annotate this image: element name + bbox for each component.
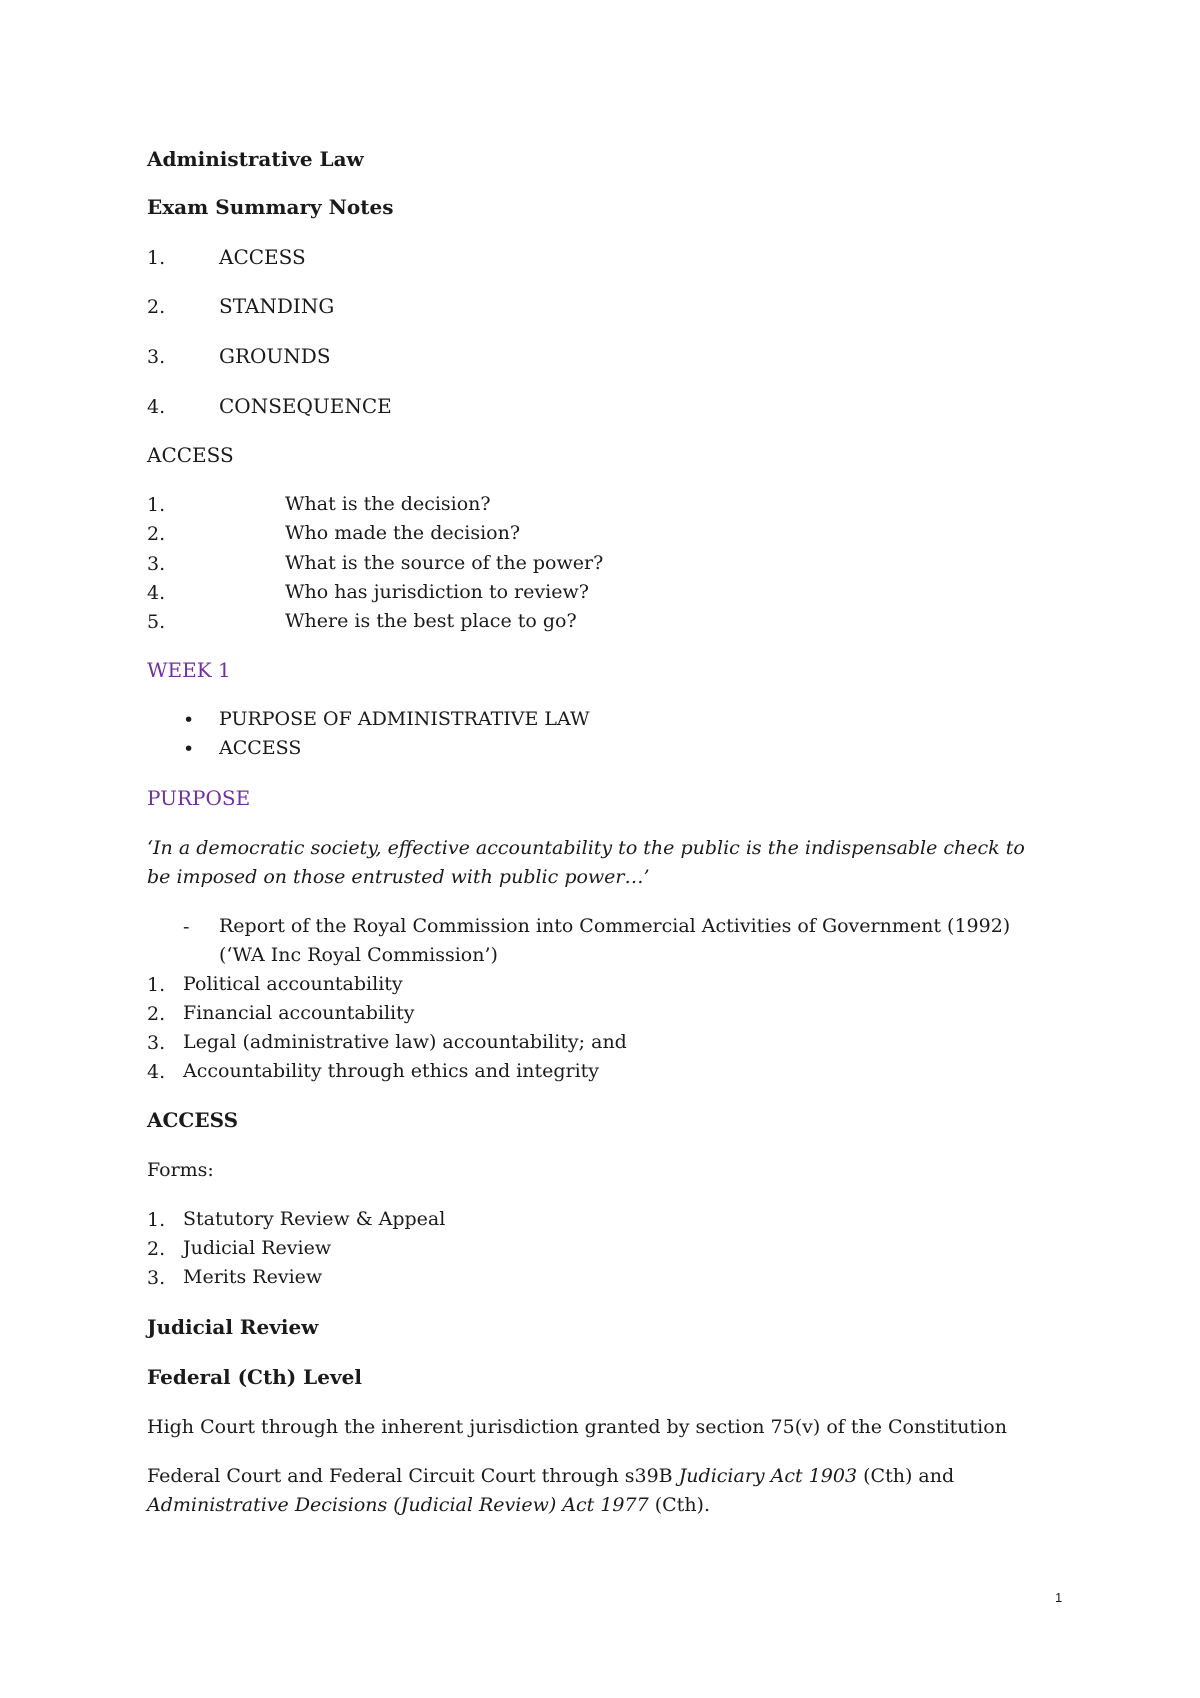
outline-number: 2. — [147, 296, 166, 318]
dash-marker: - — [183, 916, 190, 938]
item-number: 2. — [147, 1238, 166, 1260]
quote-line: be imposed on those entrusted with public power…’ — [147, 866, 650, 888]
question-number: 4. — [147, 582, 166, 604]
week-heading: WEEK 1 — [147, 658, 231, 682]
outline-label: GROUNDS — [219, 344, 331, 368]
federal-level-heading: Federal (Cth) Level — [147, 1365, 362, 1389]
bullet-text: ACCESS — [219, 737, 302, 759]
access-heading: ACCESS — [147, 443, 234, 467]
question-text: What is the source of the power? — [285, 552, 604, 574]
question-text: Who made the decision? — [285, 522, 521, 544]
document-subtitle: Exam Summary Notes — [147, 195, 394, 219]
question-text: What is the decision? — [285, 493, 491, 515]
federal-court-paragraph-line — [147, 1464, 954, 1488]
outline-number: 3. — [147, 346, 166, 368]
item-text: Judicial Review — [183, 1237, 332, 1259]
forms-label: Forms: — [147, 1159, 214, 1181]
bullet-icon: • — [183, 709, 195, 731]
bullet-text: PURPOSE OF ADMINISTRATIVE LAW — [219, 708, 590, 730]
item-text: Political accountability — [183, 973, 403, 995]
item-text: Financial accountability — [183, 1002, 415, 1024]
act-citation: Administrative Decisions (Judicial Review) Act 1977 — [147, 1494, 649, 1516]
question-number: 3. — [147, 553, 166, 575]
item-number: 1. — [147, 974, 166, 996]
outline-number: 1. — [147, 247, 166, 269]
outline-label: ACCESS — [219, 245, 306, 269]
document-title: Administrative Law — [147, 147, 364, 171]
act-citation: Judiciary Act 1903 — [678, 1465, 858, 1487]
item-text: Accountability through ethics and integrity — [183, 1060, 600, 1082]
item-text: Statutory Review & Appeal — [183, 1208, 446, 1230]
question-number: 2. — [147, 523, 166, 545]
item-number: 3. — [147, 1032, 166, 1054]
judicial-review-heading: Judicial Review — [147, 1315, 319, 1339]
question-number: 1. — [147, 494, 166, 516]
access-section-heading: ACCESS — [147, 1108, 239, 1132]
high-court-paragraph: High Court through the inherent jurisdiction granted by section 75(v) of the Constitution — [147, 1416, 1007, 1438]
outline-label: CONSEQUENCE — [219, 394, 392, 418]
text-run: (Cth) and — [857, 1465, 955, 1487]
question-text: Where is the best place to go? — [285, 610, 577, 632]
source-text: (‘WA Inc Royal Commission’) — [219, 944, 498, 966]
text-run: Federal Court and Federal Circuit Court through s39B — [147, 1465, 679, 1487]
bullet-icon: • — [183, 738, 195, 760]
item-number: 2. — [147, 1003, 166, 1025]
quote-line: ‘In a democratic society, effective accountability to the public is the indispensable check to — [147, 837, 1025, 859]
purpose-heading: PURPOSE — [147, 786, 251, 810]
federal-court-paragraph-line — [147, 1493, 710, 1517]
question-text: Who has jurisdiction to review? — [285, 581, 589, 603]
text-run: (Cth). — [648, 1494, 711, 1516]
item-text: Legal (administrative law) accountability; and — [183, 1031, 627, 1053]
item-text: Merits Review — [183, 1266, 323, 1288]
item-number: 4. — [147, 1061, 166, 1083]
outline-label: STANDING — [219, 294, 335, 318]
question-number: 5. — [147, 611, 166, 633]
item-number: 1. — [147, 1209, 166, 1231]
item-number: 3. — [147, 1267, 166, 1289]
outline-number: 4. — [147, 396, 166, 418]
page-number: 1 — [1055, 1590, 1063, 1605]
source-text: Report of the Royal Commission into Commercial Activities of Government (1992) — [219, 915, 1011, 937]
